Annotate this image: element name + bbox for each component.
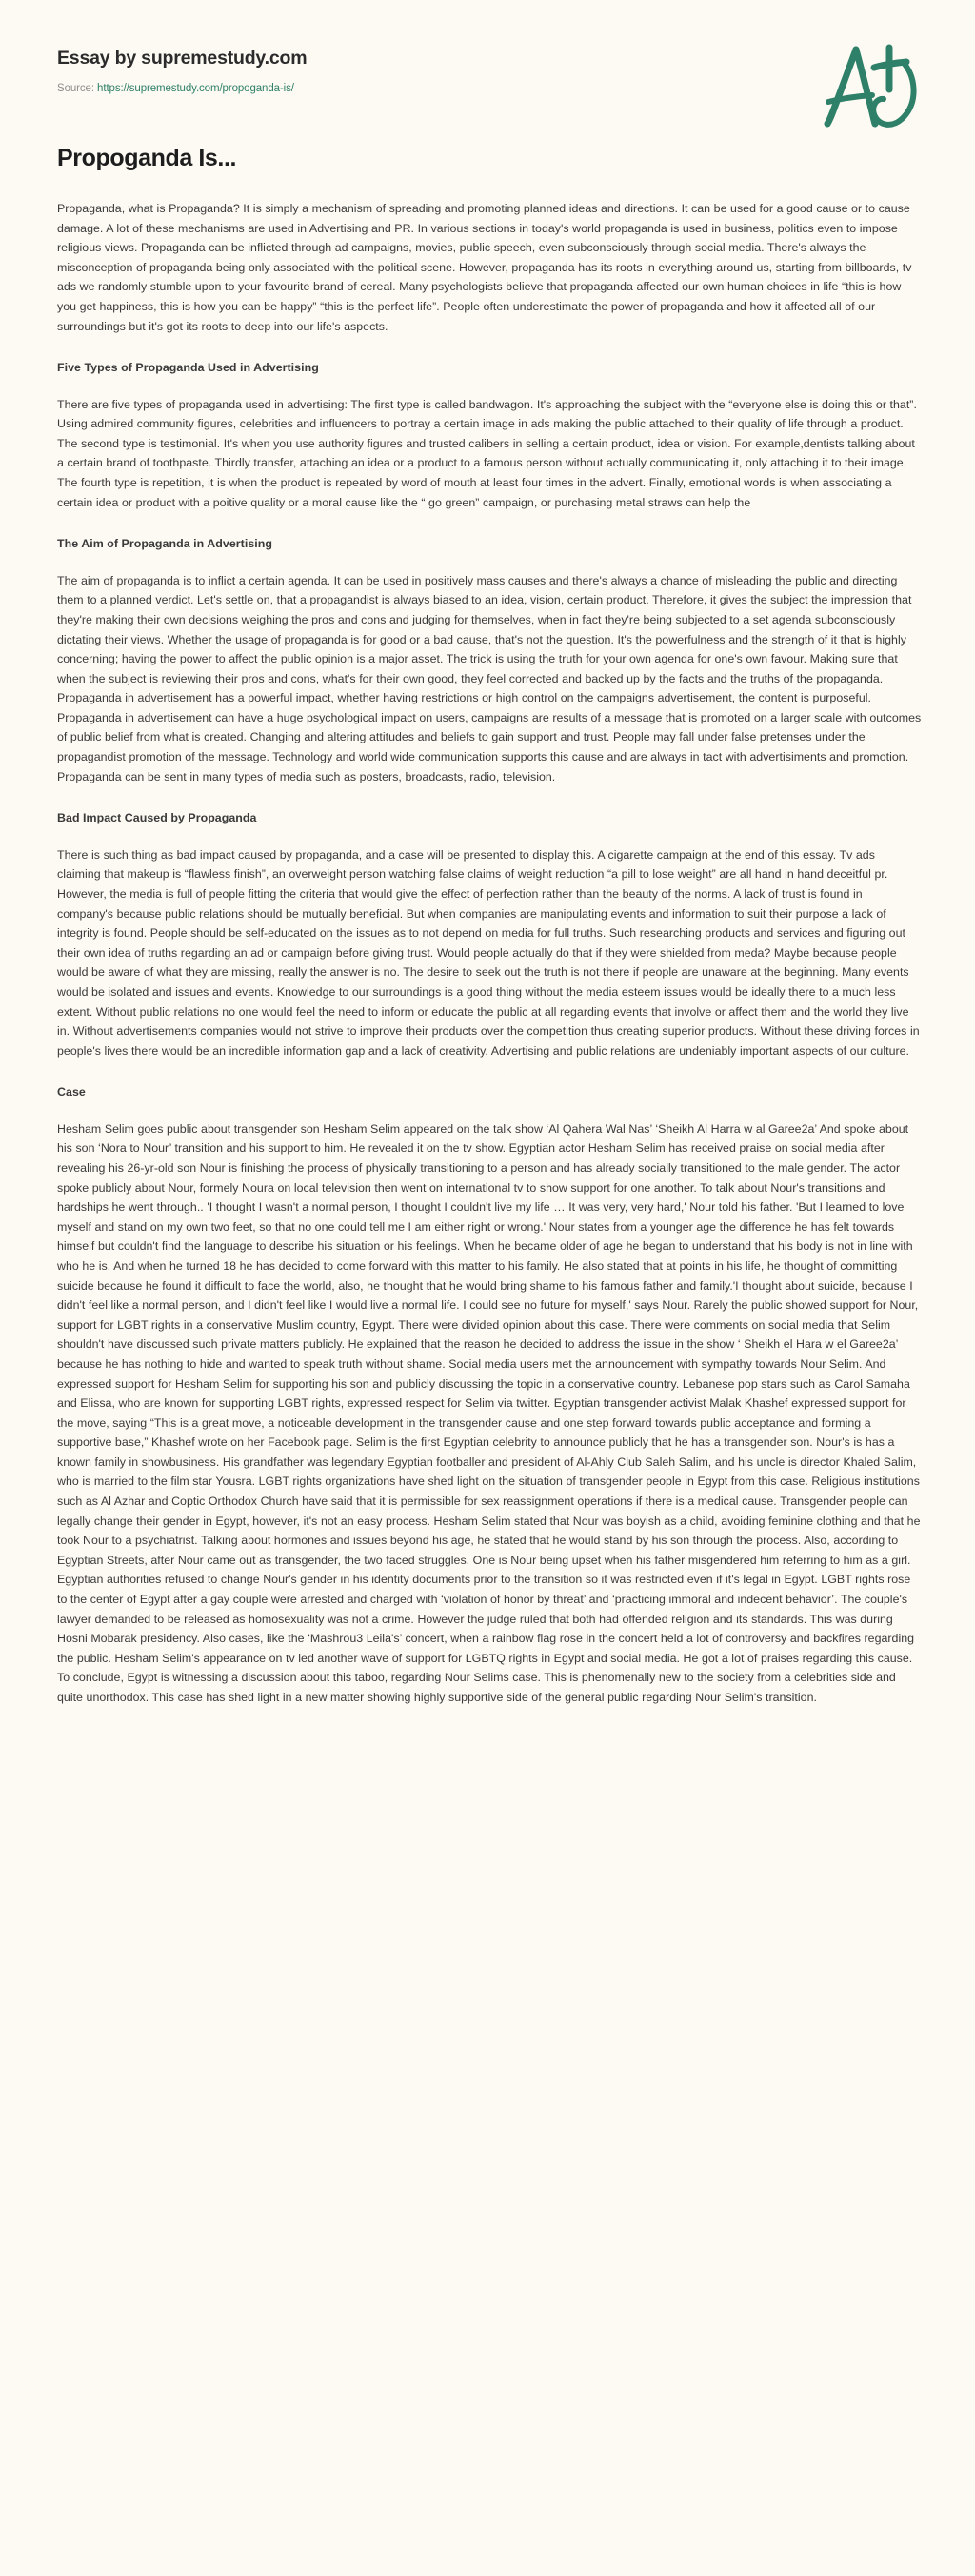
brand-title: Essay by supremestudy.com <box>57 48 308 69</box>
body-paragraph: Hesham Selim goes public about transgender son Hesham Selim appeared on the talk show ‘Al Qahera Wal Nas’ ‘Sheikh Al Harra w al Garee2a’ And spoke about his son ‘Nora to Nour’ transition and his support to him. He revealed it on the tv show. Egyptian actor Hesham Selim has received praise on social media after revealing his 26-yr-old son Nour is finishing the process of physically transitioning to a person and has already socially transitioned to the male gender. The actor spoke publicly about Nour, formely Noura on local television then went on international tv to show support for one another. To talk about Nour's transitions and hardships he went through.. 'I thought I wasn't a normal person, I thought I couldn't live my life … It was very, very hard,' Nour told his father. 'But I learned to love myself and stand on my own two feet, so that no one could tell me I am either right or wrong.' Nour states from a younger age the difference he has felt towards himself but couldn't find the language to describe his situation or his feelings. When he became older of age he began to understand that his body is not in line with who he is. And when he turned 18 he has decided to come forward with this matter to his family. He also stated that at points in his life, he thought of committing suicide because he found it difficult to face the world, also, he thought that he would bring shame to his famous father and family.'I thought about suicide, because I didn't feel like a normal person, and I didn't feel like I would live a normal life. I could see no future for myself,' says Nour. Rarely the public showed support for Nour, support for LGBT rights in a conservative Muslim country, Egypt. There were divided opinion about this case. There were comments on social media that Selim shouldn't have discussed such private matters publicly. He explained that the reason he decided to address the issue in the show ‘ Sheikh el Hara w el Garee2a’ because he has nothing to hide and wanted to speak truth without shame. Social media users met the announcement with sympathy towards Nour Selim. And expressed support for Hesham Selim for supporting his son and publicly discussing the topic in a conservative country. Lebanese pop stars such as Carol Samaha and Elissa, who are known for supporting LGBT rights, expressed respect for Selim via twitter. Egyptian transgender activist Malak Khashef expressed support for the move, saying “This is a great move, a noticeable development in the transgender cause and one step forward towards public acceptance and forming a supportive base,” Khashef wrote on her Facebook page. Selim is the first Egyptian celebrity to announce publicly that he has a transgender son. Nour's is has a known family in showbusiness. His grandfather was legendary Egyptian footballer and president of Al-Ahly Club Saleh Salim, and his uncle is director Khaled Salim, who is married to the film star Yousra. LGBT rights organizations have shed light on the situation of transgender people in Egypt from this case. Religious institutions such as Al Azhar and Coptic Orthodox Church have said that it is permissible for sex reassignment operations if there is a medical cause. Transgender people can legally change their gender in Egypt, however, it's not an easy process. Hesham Selim stated that Nour was boyish as a child, avoiding feminine clothing and that he took Nour to a psychiatrist. Talking about hormones and issues beyond his age, he stated that he would stand by his son through the process. Also, according to Egyptian Streets, after Nour came out as transgender, the two faced struggles. One is Nour being upset when his father misgendered him referring to him as a girl. Egyptian authorities refused to change Nour's gender in his identity documents prior to the transition so it was restricted even if it's legal in Egypt. LGBT rights rose to the center of Egypt after a gay couple were arrested and charged with ‘violation of honor by threat’ and ‘practicing immoral and indecent behavior’. The couple's lawyer demanded to be released as homosexuality was not a crime. However the judge ruled that both had offended religion and its standards. This was during Hosni Mobarak presidency. Also cases, like the ‘Mashrou3 Leila's’ concert, when a rainbow flag rose in the concert held a lot of controversy and backfires regarding the public. Hesham Selim's appearance on tv led another wave of support for LGBTQ rights in Egypt and social media. He got a lot of praises regarding this cause. To conclude, Egypt is witnessing a discussion about this taboo, regarding Nour Selims case. This is phenomenally new to the society from a celebrities side and quite unorthodox. This case has shed light in a new matter showing highly supportive side of the general public regarding Nour Selim's transition. <box>57 1121 921 1704</box>
body-paragraph: There are five types of propaganda used in advertising: The first type is called bandwagon. It's approaching the subject with the “everyone else is doing this or that”. Using admired community figures, celebrities and influencers to portray a certain image in ads making the public attached to their quality of life through a product. The second type is testimonial. It's when you use authority figures and trusted calibers in selling a certain product, idea or vision. For example,dentists talking about a certain brand of toothpaste. Thirdly transfer, attaching an idea or a product to a famous person without actually communicating it, only attaching it to their image. The fourth type is repetition, it is when the product is repeated by word of mouth at least four times in the advert. Finally, emotional words is when associating a certain idea or product with a poitive quality or a moral cause like the “ go green” campaign, or purchasing metal straws can help the <box>57 397 917 509</box>
source-url-link[interactable]: https://supremestudy.com/propoganda-is/ <box>97 83 294 94</box>
section-heading: Five Types of Propaganda Used in Advertising <box>57 361 319 375</box>
section-heading: The Aim of Propaganda in Advertising <box>57 537 272 551</box>
source-label: Source: <box>57 83 94 94</box>
source-line <box>57 83 922 94</box>
content-blocks <box>57 199 922 1708</box>
page-header <box>0 0 975 129</box>
body-paragraph: There is such thing as bad impact caused by propaganda, and a case will be presented to display this. A cigarette campaign at the end of this essay. Tv ads claiming that makeup is “flawless finish”, an overweight person watching false claims of weight reduction “a pill to lose weight” are all hand in hand deceitful pr. However, the media is full of people fitting the criteria that would give the effect of perfection rather than the beauty of the norms. A lack of trust is found in company's because public relations should be mutually beneficial. But when companies are manipulating events and information to suit their purpose a lack of integrity is found. People should be self-educated on the issues as to not depend on media for full truths. Such researching products and services and figuring out their own idea of truths regarding an ad or campaign before giving trust. Would people actually do that if they were shielded from meda? Maybe because people would be aware of what they are missing, really the answer is no. The desire to seek out the truth is not there if people are unaware at the beginning. Many events would be isolated and issues and events. Knowledge to our surroundings is a good thing without the media esteem issues would be ideally there to a much less extent. Without public relations no one would feel the need to inform or educate the public at all regarding events that involve or affect them and the world they live in. Without advertisements companies would not strive to improve their products over the competition thus creating superior products. Without these driving forces in people's lives there would be an incredible information gap and a lack of creativity. Advertising and public relations are undeniably important aspects of our culture. <box>57 847 920 1058</box>
document-body <box>0 145 975 1746</box>
page-title: Propoganda Is... <box>57 145 237 171</box>
body-paragraph: Propaganda, what is Propaganda? It is simply a mechanism of spreading and promoting planned ideas and directions. It can be used for a good cause or to cause damage. A lot of these mechanisms are used in Advertising and PR. In various sections in today's world propaganda is used in business, politics even to impose religious views. Propaganda can be inflicted through ad campaigns, movies, public speech, even subconsciously through social media. There's always the misconception of propaganda being only associated with the political scene. However, propaganda has its roots in everything around us, starting from billboards, tv ads we randomly stumble upon to your favourite brand of cereal. Many psychologists believe that propaganda affected our own human choices in life “this is how you get happiness, this is how you can be happy” “this is the perfect life”. People often underestimate the power of propaganda and how it affected all of our surroundings but it's got its roots to deep into our life's aspects. <box>57 202 912 333</box>
section-heading: Case <box>57 1085 86 1100</box>
a-plus-logo-icon <box>811 27 925 131</box>
section-heading: Bad Impact Caused by Propaganda <box>57 811 257 825</box>
body-paragraph: The aim of propaganda is to inflict a certain agenda. It can be used in positively mass causes and there's always a chance of misleading the public and directing them to a planned verdict. Let's settle on, that a propagandist is always biased to an idea, vision, certain product. Therefore, it gives the subject the impression that they're making their own decisions weighing the pros and cons and judging for themselves, when in fact they're being subjected to a set agenda subconsciously dictating their views. Whether the usage of propaganda is for good or a bad cause, that's not the question. It's the powerfulness and the strength of it that is highly concerning; having the power to affect the public opinion is a major asset. The trick is using the truth for your own agenda for one's own favour. Making sure that when the subject is reviewing their pros and cons, what's for their own good, they feel corrected and backed up by the facts and the truths of the propaganda. Propaganda in advertisement has a powerful impact, whether having restrictions or high control on the campaigns advertisement, the content is purposeful. Propaganda in advertisement can have a huge psychological impact on users, campaigns are results of a message that is promoted on a larger scale with outcomes of public belief from what is created. Changing and altering attitudes and beliefs to gain support and trust. People may fall under false pretenses under the propagandist promotion of the message. Technology and world wide communication supports this cause and are always in tact with advertisiments and promotion. Propaganda can be sent in many types of media such as posters, broadcasts, radio, television. <box>57 573 922 783</box>
